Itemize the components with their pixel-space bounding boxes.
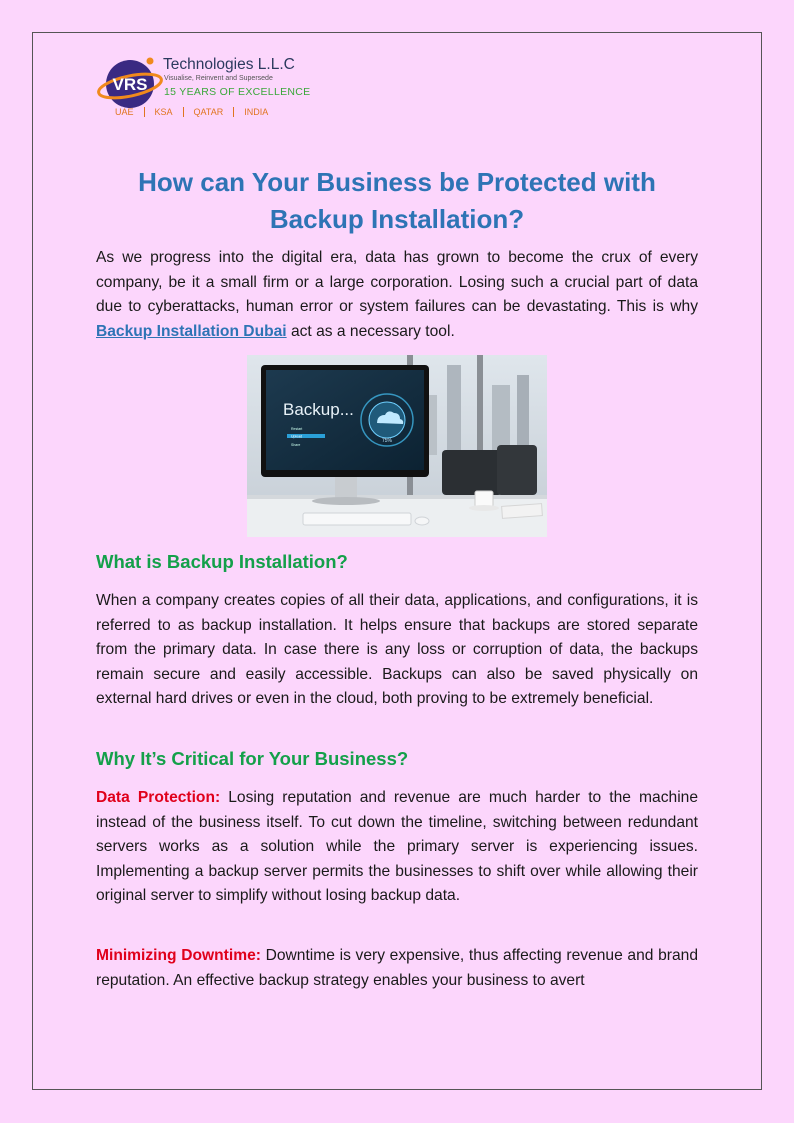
section-heading-what-is: What is Backup Installation? <box>96 551 348 572</box>
section-what-is-body: When a company creates copies of all their data, applications, and configurations, it is referred to as backup installation. It helps ensure that backups are stored separate from the primary data. In case there is any loss or corruption of data, the backups remain secure and easily accessible. Backups can also be saved physically on external hard drives or even in the cloud, both proving to be extremely beneficial. <box>96 592 698 707</box>
vrs-logo-mark <box>97 54 163 114</box>
section-heading-why-critical: Why It’s Critical for Your Business? <box>96 748 409 769</box>
logo-mark-text: VRS <box>112 75 148 94</box>
region-uae: UAE <box>115 107 134 117</box>
company-logo <box>97 52 337 122</box>
monitor-illustration <box>247 355 547 537</box>
intro-paragraph <box>96 246 698 344</box>
logo-tagline: Visualise, Reinvent and Supersede <box>164 75 273 82</box>
intro-text-after: act as a necessary tool. <box>286 322 455 340</box>
data-protection-text: Losing reputation and revenue are much harder to the machine instead of the business itself. To cut down the timeline, switching between redundant servers works as a solution while the primary server is experiencing issues. Implementing a backup server permits the businesses to shift over while allowing their original server to simplify without losing backup data. <box>96 789 699 904</box>
screen-menu-item-2: Upload <box>291 434 303 439</box>
minimizing-downtime-text: Downtime is very expensive, thus affecting revenue and brand reputation. An effective backup strategy enables your business to avert <box>96 947 698 989</box>
region-qatar: QATAR <box>183 107 234 117</box>
logo-years: 15 YEARS OF EXCELLENCE <box>164 86 311 98</box>
region-ksa: KSA <box>144 107 183 117</box>
logo-company-name: Technologies L.L.C <box>163 56 295 73</box>
page-title: How can Your Business be Protected with Backup Installation? <box>138 167 656 234</box>
backup-hero-image <box>247 355 547 537</box>
screen-backup-text: Backup... <box>283 400 354 419</box>
data-protection-label: Data Protection: <box>96 789 221 806</box>
region-india: INDIA <box>233 107 278 117</box>
screen-progress-text: 75% <box>381 438 393 444</box>
screen-menu-item-1: Restart <box>291 427 303 431</box>
screen-menu-item-3: Share <box>291 443 301 447</box>
data-protection-paragraph <box>96 786 698 909</box>
minimizing-downtime-label: Minimizing Downtime: <box>96 947 261 964</box>
logo-regions <box>115 107 278 117</box>
intro-text-before: As we progress into the digital era, data has grown to become the crux of every company, be it a small firm or a large corporation. Losing such a crucial part of data due to cyberattacks, human error or system failures can be devastating. This is why <box>96 249 698 315</box>
backup-installation-dubai-link[interactable]: Backup Installation Dubai <box>96 322 287 340</box>
minimizing-downtime-paragraph <box>96 944 698 993</box>
